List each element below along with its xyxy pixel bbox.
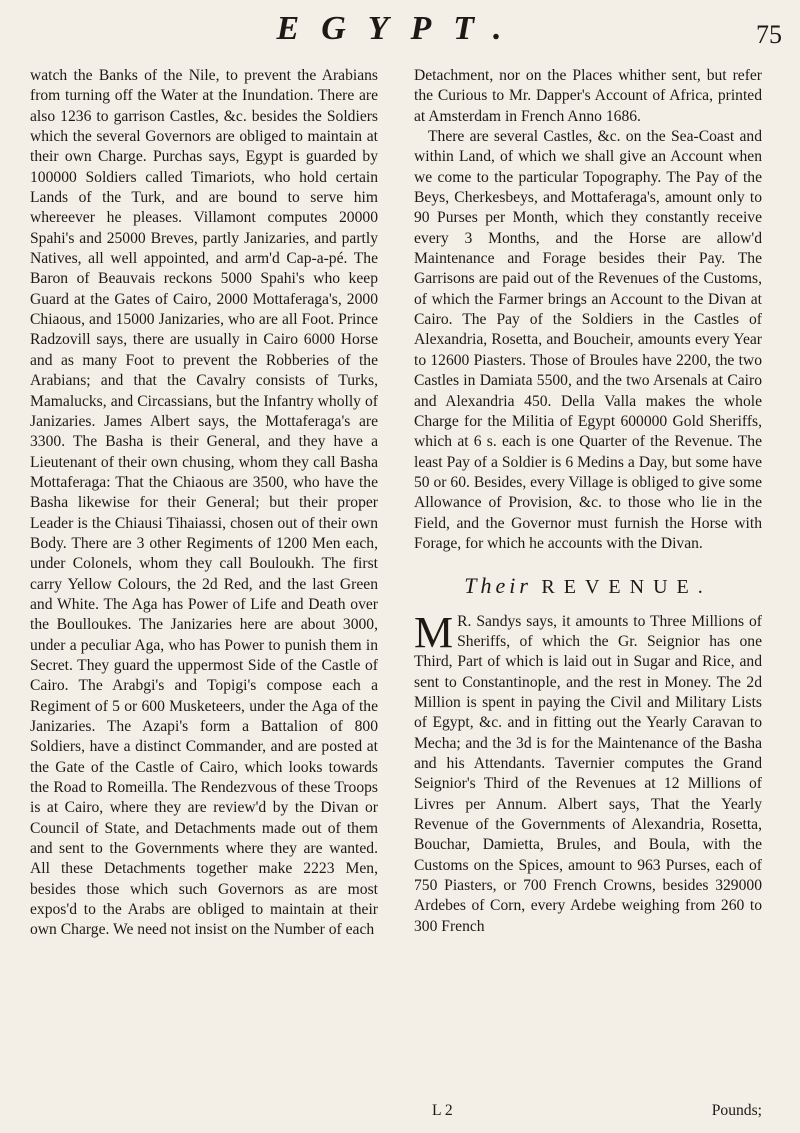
drop-cap: M [414,607,454,657]
section-heading-caps: REVENUE. [541,576,712,599]
page-number: 75 [756,20,782,49]
signature-mark: L 2 [432,1102,453,1119]
running-title: EGYPT. [276,10,524,47]
section-heading [414,573,762,599]
revenue-text: R. Sandys says, it amounts to Three Millions of Sheriffs, of which the Gr. Seignior has one Third, Part of which is laid out in Sugar and Rice, and sent to Constantinople, and the rest in Money. The 2d Million is spent in paying the Civil and Military Lists of Egypt, &c. and in fitting out the Yearly Caravan to Mecha; and the 3d is for the Maintenance of the Basha and his Attendants. Tavernier computes the Grand Seignior's Third of the Revenues at 12 Millions of Livres per Annum. Albert says, That the Yearly Revenue of the Governments of Alexandria, Rosetta, Bouchar, Damietta, Brules, and Boula, with the Customs on the Spices, amount to 963 Purses, each of 750 Piasters, or 700 French Crowns, besides 329000 Ardebes of Corn, every Ardebe weighing from 260 to 300 French [414,612,762,935]
right-paragraph: There are several Castles, &c. on the Sea-Coast and within Land, of which we shall give an Account when we come to the particular Topography. The Pay of the Beys, Cherkesbeys, and Mottaferaga's, amount only to 90 Purses per Month, which they constantly receive every 3 Months, and the Horse are allow'd Maintenance and Forage besides their Pay. The Garrisons are paid out of the Revenues of the Customs, of which the Farmer brings an Account to the Divan at Cairo. The Pay of the Soldiers in the Castles of Alexandria, Rosetta, and Boucheir, amounts every Year to 12600 Piasters. Those of Broules have 2200, the two Castles in Damiata 5500, and the two Arsenals at Cairo and Alexandria 450. Della Valla makes the whole Charge for the Militia of Egypt 600000 Gold Sheriffs, which at 6 s. each is one Quarter of the Revenue. The least Pay of a Soldier is 6 Medins a Day, but some have 50 or 60. Besides, every Village is obliged to give some Allowance of Provision, &c. to those who lie in the Field, and the Governor must furnish the Horse with Forage, for which he accounts with the Divan. [414,128,762,552]
running-head [0,6,800,54]
revenue-paragraph [414,607,762,938]
left-paragraph: watch the Banks of the Nile, to prevent the Arabians from turning off the Water at the Inundation. There are also 1236 to garrison Castles, &c. besides the Soldiers which the several Governors are obliged to maintain at their own Charge. Purchas says, Egypt is guarded by 100000 Soldiers called Timariots, who hold certain Lands of the Turk, and are bound to serve him whereever he pleases. Villamont computes 20000 Spahi's and 25000 Breves, partly Janizaries, and partly Natives, all well appointed, and arm'd Cap-a-pé. The Baron of Beauvais reckons 5000 Spahi's who keep Guard at the Gates of Cairo, 2000 Mottaferaga's, 2000 Chiaous, and 15000 Janizaries, who are all Foot. Prince Radzovill says, there are usually in Cairo 6000 Horse and as many Foot to prevent the Robberies of the Arabians; and that the Cavalry consists of Turks, Mamalucks, and Circassians, but the Infantry wholly of Janizaries. James Albert says, the Mottaferaga's are 3300. The Basha is their General, and they have a Lieutenant of their own chusing, whom they call Basha Mottaferaga: That the Chiaous are 3500, who have the Basha likewise for their General; but their proper Leader is the Chiausi Tihaiassi, chosen out of their own Body. There are 3 other Regiments of 1200 Men each, under Colonels, whom they call Bouloukh. The first carry Yellow Colours, the 2d Red, and the last Green and White. The Aga has Power of Life and Death over the Boulloukes. The Janizaries here are about 3000, under a peculiar Aga, who has Power to punish them in Secret. They guard the uppermost Side of the Castle of Cairo. The Arabgi's and Topigi's compose each a Regiment of 5 or 600 Musketeers, under the Aga of the Janizaries. The Azapi's form a Battalion of 800 Soldiers, have a distinct Commander, and are posted at the Gate of the Castle of Cairo, which looks towards the Road to Romeilla. The Rendezvous of these Troops is at Cairo, where they are review'd by the Divan or Council of State, and Detachments made out of them and sent to the Governments where they are wanted. All these Detachments together make 2223 Men, besides those which such Governors as are most expos'd to the Arabs are obliged to maintain at their own Charge. We need not insist on the Number of each [30,67,378,939]
catchword: Pounds; [711,1102,762,1119]
left-column [30,66,378,941]
right-column [414,66,762,937]
section-heading-italic: Their [464,573,532,599]
right-paragraph: Detachment, nor on the Places whither sent, but refer the Curious to Mr. Dapper's Account of Africa, printed at Amsterdam in French Anno 1686. [414,67,762,125]
